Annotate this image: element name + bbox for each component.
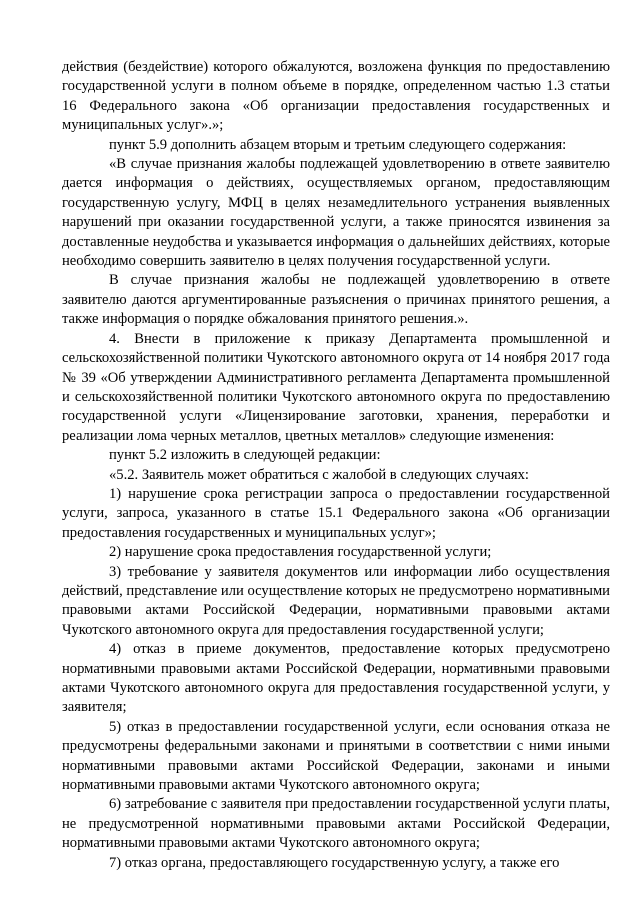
list-item-6: 6) затребование с заявителя при предоставлении государственной услуги платы, не предусмотренной нормативными правовыми актами Российской Федерации, нормативными правовыми актами Чукотского автономного округа; — [62, 796, 610, 852]
paragraph-continuation: действия (бездействие) которого обжалуются, возложена функция по предоставлению государственной услуги в полном объеме в порядке, определенном частью 1.3 статьи 16 Федерального закона «Об организации предоставления государственных и муниципальных услуг».»; — [62, 59, 610, 134]
list-item-7: 7) отказ органа, предоставляющего государственную услугу, а также его — [109, 854, 560, 871]
list-item-3: 3) требование у заявителя документов или информации либо осуществления действий, представление или осуществление которых не предусмотрено нормативными правовыми актами Российской Федерации, нормативными правовыми актами Чукотского автономного округа для предоставления государственной услуги; — [62, 563, 610, 638]
paragraph-item-5-2: пункт 5.2 изложить в следующей редакции: — [109, 447, 381, 464]
list-item-4: 4) отказ в приеме документов, предоставление которых предусмотрено нормативными правовыми актами Российской Федерации, нормативными правовыми актами Чукотского автономного округа для предоставления государственной услуги, у заявителя; — [62, 641, 610, 716]
list-item-1: 1) нарушение срока регистрации запроса о предоставлении государственной услуги, запроса, указанного в статье 15.1 Федерального закона «Об организации предоставления государственных и муниципальных услуг»; — [62, 485, 610, 541]
list-item-2: 2) нарушение срока предоставления государственной услуги; — [109, 544, 492, 561]
paragraph-complaint-satisfied: «В случае признания жалобы подлежащей удовлетворению в ответе заявителю дается информация о действиях, осуществляемых органом, предоставляющим государственную услугу, МФЦ в целях незамедлительного устранения выявленных нарушений при оказании государственной услуги, а также приносятся извинения за доставленные неудобства и указывается информация о дальнейших действиях, которые необходимо совершить заявителю в целях получения государственной услуги. — [62, 156, 610, 270]
paragraph-5-2-intro: «5.2. Заявитель может обратиться с жалобой в следующих случаях: — [109, 466, 529, 483]
paragraph-section-4: 4. Внести в приложение к приказу Департамента промышленной и сельскохозяйственной политики Чукотского автономного округа от 14 ноября 2017 года № 39 «Об утверждении Административного регламента Департамента промышленной и сельскохозяйственной политики Чукотского автономного округа по предоставлению государственной услуги «Лицензирование заготовки, хранения, переработки и реализации лома черных металлов, цветных металлов» следующие изменения: — [62, 330, 610, 444]
paragraph-item-5-9: пункт 5.9 дополнить абзацем вторым и третьим следующего содержания: — [109, 136, 567, 153]
document-page — [62, 58, 610, 873]
paragraph-complaint-rejected: В случае признания жалобы не подлежащей удовлетворению в ответе заявителю даются аргументированные разъяснения о причинах принятого решения, а также информация о порядке обжалования принятого решения.». — [62, 272, 610, 328]
list-item-5: 5) отказ в предоставлении государственной услуги, если основания отказа не предусмотрены федеральными законами и принятыми в соответствии с ними иными нормативными правовыми актами Российской Федерации, законами и иными нормативными правовыми актами Чукотского автономного округа; — [62, 718, 610, 794]
